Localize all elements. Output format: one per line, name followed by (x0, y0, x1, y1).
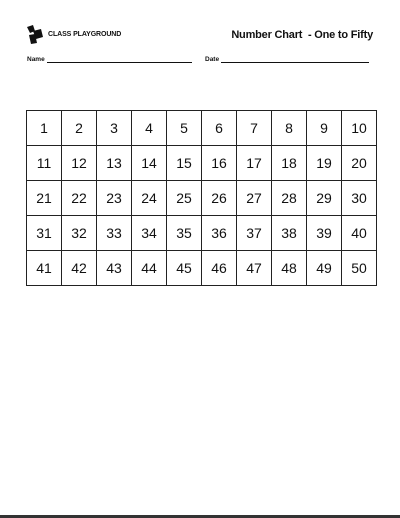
grid-cell: 26 (202, 181, 237, 216)
number-chart-grid (26, 110, 377, 286)
name-line[interactable] (47, 54, 192, 63)
grid-cell: 29 (307, 181, 342, 216)
logo-icon (27, 25, 44, 44)
grid-cell: 15 (167, 146, 202, 181)
grid-cell: 4 (132, 111, 167, 146)
grid-row (27, 216, 377, 251)
grid-cell: 25 (167, 181, 202, 216)
grid-cell: 46 (202, 251, 237, 286)
grid-cell: 34 (132, 216, 167, 251)
grid-row (27, 111, 377, 146)
grid-cell: 38 (272, 216, 307, 251)
grid-cell: 37 (237, 216, 272, 251)
grid-row (27, 251, 377, 286)
grid-cell: 32 (62, 216, 97, 251)
date-label: Date (205, 56, 220, 63)
grid-row (27, 146, 377, 181)
name-date-row (27, 54, 375, 66)
grid-cell: 41 (27, 251, 62, 286)
grid-cell: 31 (27, 216, 62, 251)
grid-cell: 17 (237, 146, 272, 181)
date-field (205, 54, 369, 63)
grid-cell: 24 (132, 181, 167, 216)
date-line[interactable] (221, 54, 369, 63)
grid-cell: 35 (167, 216, 202, 251)
name-field (27, 54, 192, 63)
grid-cell: 30 (342, 181, 377, 216)
grid-cell: 45 (167, 251, 202, 286)
grid-cell: 6 (202, 111, 237, 146)
grid-cell: 10 (342, 111, 377, 146)
grid-cell: 40 (342, 216, 377, 251)
grid-cell: 36 (202, 216, 237, 251)
name-label: Name (27, 56, 45, 63)
grid-row (27, 181, 377, 216)
grid-cell: 11 (27, 146, 62, 181)
grid-cell: 12 (62, 146, 97, 181)
grid-cell: 21 (27, 181, 62, 216)
grid-cell: 9 (307, 111, 342, 146)
grid-cell: 7 (237, 111, 272, 146)
grid-cell: 22 (62, 181, 97, 216)
grid-cell: 39 (307, 216, 342, 251)
grid-cell: 19 (307, 146, 342, 181)
grid-cell: 44 (132, 251, 167, 286)
grid-cell: 5 (167, 111, 202, 146)
grid-cell: 8 (272, 111, 307, 146)
grid-cell: 50 (342, 251, 377, 286)
page-title: Number Chart - One to Fifty (231, 29, 373, 41)
grid-cell: 13 (97, 146, 132, 181)
grid-cell: 23 (97, 181, 132, 216)
grid-cell: 49 (307, 251, 342, 286)
grid-cell: 28 (272, 181, 307, 216)
grid-cell: 27 (237, 181, 272, 216)
grid-cell: 48 (272, 251, 307, 286)
brand-logo (27, 25, 121, 44)
grid-cell: 18 (272, 146, 307, 181)
grid-cell: 16 (202, 146, 237, 181)
grid-cell: 1 (27, 111, 62, 146)
grid-cell: 43 (97, 251, 132, 286)
grid-cell: 3 (97, 111, 132, 146)
logo-text: CLASS PLAYGROUND (48, 31, 122, 38)
grid-cell: 20 (342, 146, 377, 181)
grid-cell: 2 (62, 111, 97, 146)
grid-cell: 14 (132, 146, 167, 181)
grid-cell: 42 (62, 251, 97, 286)
grid-cell: 33 (97, 216, 132, 251)
grid-cell: 47 (237, 251, 272, 286)
